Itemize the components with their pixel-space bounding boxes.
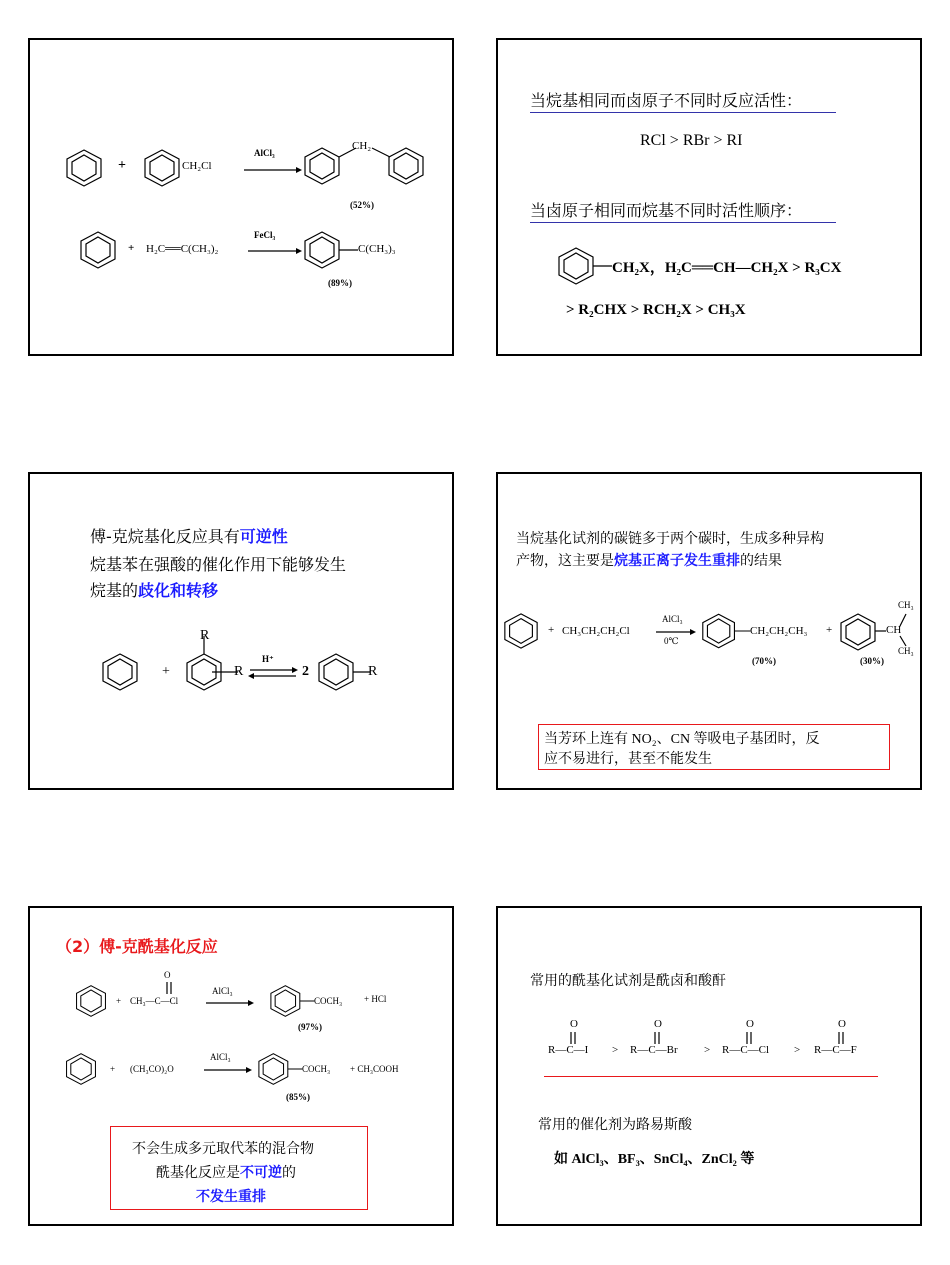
note-line-highlight: 不发生重排 [196,1189,266,1205]
reaction-arrow-icon [656,628,696,636]
highlight-text: 不可逆 [240,1165,282,1181]
alkyl-order: CH₂X，H₂C══CH—CH₂X > R₃CX [612,260,842,276]
heading-alkyl: 当卤原子相同而烷基不同时活性顺序： [530,201,803,220]
bridge-label: CH₂ [352,140,372,152]
carbonyl-oxygen: O [164,970,171,980]
alkyl-order-cont: > R₂CHX > RCH₂X > CH₃X [566,302,746,318]
methyl-label: CH₃ [898,646,914,656]
heading-halogen: 当烷基相同而卤原子不同时反应活性： [530,91,803,110]
note-line: 不会生成多元取代苯的混合物 [132,1141,314,1157]
heading: 常用的酰基化试剂是酰卤和酸酐 [530,973,726,989]
text-line: 烷基苯在强酸的催化作用下能够发生 [90,555,347,574]
text-segment: 烷基的 [90,581,139,600]
plus-sign: + [116,996,122,1006]
highlight-text: 歧化和转移 [138,581,219,600]
product-label: COCH₃ [302,1064,331,1074]
reagent-label: CH₃CH₂CH₂Cl [562,625,630,637]
catalyst-label: AlCl₃ [662,614,683,624]
note-line [156,1162,296,1182]
benzene-icon [100,652,140,692]
greater-than: > [794,1044,801,1056]
slide-alkylation-examples [28,38,454,356]
text-segment: 产物，这主要是 [516,553,614,569]
carbonyl-oxygen: O [838,1018,846,1030]
byproduct-label: + HCl [364,994,387,1004]
reaction-arrow-icon [248,247,302,255]
plus-sign: + [548,624,555,636]
alkylbenzene-icon [316,652,374,692]
substituent-r: R [368,664,378,679]
plus-sign: + [128,242,135,254]
divider-line [544,1076,878,1077]
product-label: COCH₃ [314,996,343,1006]
methyl-label: CH₃ [898,600,914,610]
catalyst-label: H⁺ [262,654,274,664]
catalyst-label: FeCl₃ [254,230,276,240]
greater-than: > [704,1044,711,1056]
acyl-chloride: R—C—Cl [722,1044,770,1056]
byproduct-label: + CH₃COOH [350,1064,399,1074]
note-line: 应不易进行，甚至不能发生 [544,752,712,767]
reaction-arrow-icon [244,166,302,174]
yield-label: (70%) [752,656,776,666]
acetophenone-icon [256,1052,306,1086]
plus-sign: + [110,1064,116,1074]
yield-label: (85%) [286,1092,310,1102]
methine-label: CH [886,624,902,636]
equilibrium-arrow-icon [248,667,298,679]
yield-label: (89%) [328,278,352,288]
text-segment: 的结果 [740,553,782,569]
acyl-bromide: R—C—Br [630,1044,678,1056]
reagent-label: (CH₃CO)₂O [130,1064,174,1074]
highlight-text: 烷基正离子发生重排 [614,553,740,569]
double-bond-icon [570,1032,576,1044]
plus-sign: + [162,664,170,679]
benzene-icon [64,148,104,188]
heading-underline [530,112,836,113]
yield-label: (52%) [350,200,374,210]
slide-acylation [28,906,454,1226]
slide-rearrangement [496,472,922,790]
catalyst-label: AlCl₃ [254,148,275,158]
substituent-r: R [200,628,210,643]
substituent-r: R [234,664,244,679]
product-label: CH₂CH₂CH₃ [750,625,808,637]
dialkylbenzene-icon [182,632,242,694]
propylbenzene-icon [700,612,754,650]
catalyst-label: AlCl₃ [210,1052,231,1062]
double-bond-icon [654,1032,660,1044]
temperature-label: 0℃ [664,636,679,646]
benzene-icon [502,612,540,650]
acetophenone-icon [268,984,318,1018]
benzene-icon [74,984,108,1018]
carbonyl-oxygen: O [746,1018,754,1030]
benzene-icon [64,1052,98,1086]
carbonyl-oxygen: O [570,1018,578,1030]
plus-sign: + [118,158,126,173]
double-bond-icon [838,1032,844,1044]
acyl-fluoride: R—C—F [814,1044,857,1056]
heading-underline [530,222,836,223]
text-segment: 酰基化反应是 [156,1165,240,1181]
text-line: 当烷基化试剂的碳链多于两个碳时，生成多种异构 [516,531,824,547]
alkene-label: H₂C══C(CH₃)₂ [146,243,219,255]
text-line [516,550,782,570]
text-segment: 傅-克烷基化反应具有 [90,527,240,546]
reaction-arrow-icon [206,999,254,1007]
greater-than: > [612,1044,619,1056]
catalyst-list: 如 AlCl₃、BF₃、SnCl₄、ZnCl₂ 等 [554,1152,755,1167]
double-bond-icon [746,1032,752,1044]
reagent-label: CH₂Cl [182,160,212,172]
coefficient: 2 [302,664,309,679]
slide-acylating-agents [496,906,922,1226]
yield-label: (97%) [298,1022,322,1032]
slide-title: （2）傅-克酰基化反应 [56,937,218,956]
highlight-text: 可逆性 [239,527,288,546]
double-bond-icon [166,982,172,994]
slide-reactivity-order [496,38,922,356]
halide-order: RCl > RBr > RI [640,132,743,149]
text-line [90,524,288,547]
benzene-icon [78,230,118,270]
yield-label: (30%) [860,656,884,666]
note-line: 当芳环上连有 NO₂、CN 等吸电子基团时，反 [544,732,820,747]
benzyl-ring-icon [556,246,614,286]
tert-butylbenzene-icon [302,230,362,270]
carbonyl-oxygen: O [654,1018,662,1030]
benzyl-ring-icon [142,148,182,188]
slide-reversibility [28,472,454,790]
reaction-arrow-icon [204,1066,252,1074]
acyl-iodide: R—C—I [548,1044,589,1056]
catalyst-label: AlCl₃ [212,986,233,996]
heading-catalyst: 常用的催化剂为路易斯酸 [538,1117,692,1133]
text-segment: 的 [282,1165,296,1181]
plus-sign: + [826,624,833,636]
text-line [90,578,218,601]
reagent-label: CH₃—C—Cl [130,996,179,1006]
product-label: C(CH₃)₃ [358,243,396,255]
